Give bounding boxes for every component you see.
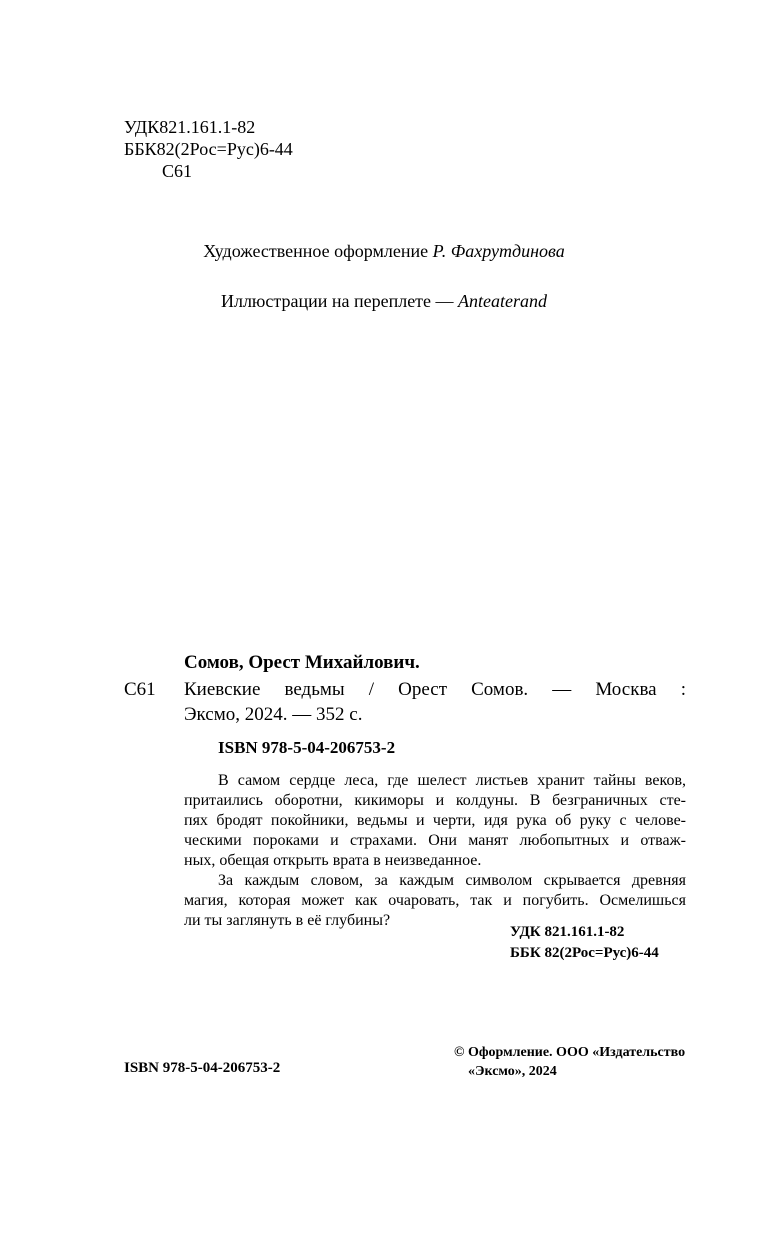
annotation-line: В самом сердце леса, где шелест листьев хранит тайны веков, bbox=[218, 772, 686, 789]
design-credit bbox=[0, 241, 768, 262]
illustration-credit bbox=[0, 291, 768, 312]
annotation-line: магия, которая может как очаровать, так и погубить. Осмелишься bbox=[184, 892, 686, 909]
annotation bbox=[184, 771, 686, 931]
bottom-bbk: ББК 82(2Рос=Рус)6-44 bbox=[510, 945, 659, 961]
catalog-author-code: С61 bbox=[124, 679, 156, 700]
annotation-line: ческими пороками и страхами. Они манят любопытных и отваж- bbox=[184, 832, 686, 849]
bottom-udk: УДК 821.161.1-82 bbox=[510, 924, 625, 940]
design-credit-name: Р. Фахрутдинова bbox=[432, 241, 565, 261]
design-credit-label: Художественное оформление bbox=[203, 241, 429, 261]
footer-isbn: ISBN 978-5-04-206753-2 bbox=[124, 1060, 281, 1076]
annotation-line: ли ты заглянуть в её глубины? bbox=[184, 912, 391, 929]
illustration-credit-label: Иллюстрации на переплете — bbox=[220, 291, 454, 311]
author-mark: С61 bbox=[162, 161, 193, 181]
catalog-title-line1: Киевские ведьмы / Орест Сомов. — Москва : bbox=[184, 679, 686, 700]
catalog-title-line2: Эксмо, 2024. — 352 с. bbox=[184, 704, 363, 725]
illustration-credit-name: Anteaterand bbox=[458, 291, 548, 311]
bbk-code: ББК82(2Рос=Рус)6-44 bbox=[124, 139, 293, 159]
annotation-line: ных, обещая открыть врата в неизведанное. bbox=[184, 852, 482, 869]
udk-code: УДК821.161.1-82 bbox=[124, 117, 256, 137]
annotation-line: пях бродят покойники, ведьмы и черти, идя рука об руку с челове- bbox=[184, 812, 686, 829]
catalog-author: Сомов, Орест Михайлович. bbox=[184, 652, 420, 673]
annotation-line: За каждым словом, за каждым символом скрывается древняя bbox=[218, 872, 686, 889]
copyright-line2: «Эксмо», 2024 bbox=[468, 1064, 557, 1079]
catalog-isbn: ISBN 978-5-04-206753-2 bbox=[218, 738, 396, 757]
copyright-line1: © Оформление. ООО «Издательство bbox=[454, 1045, 686, 1060]
annotation-line: притаились оборотни, кикиморы и колдуны. В безграничных сте- bbox=[184, 792, 686, 809]
